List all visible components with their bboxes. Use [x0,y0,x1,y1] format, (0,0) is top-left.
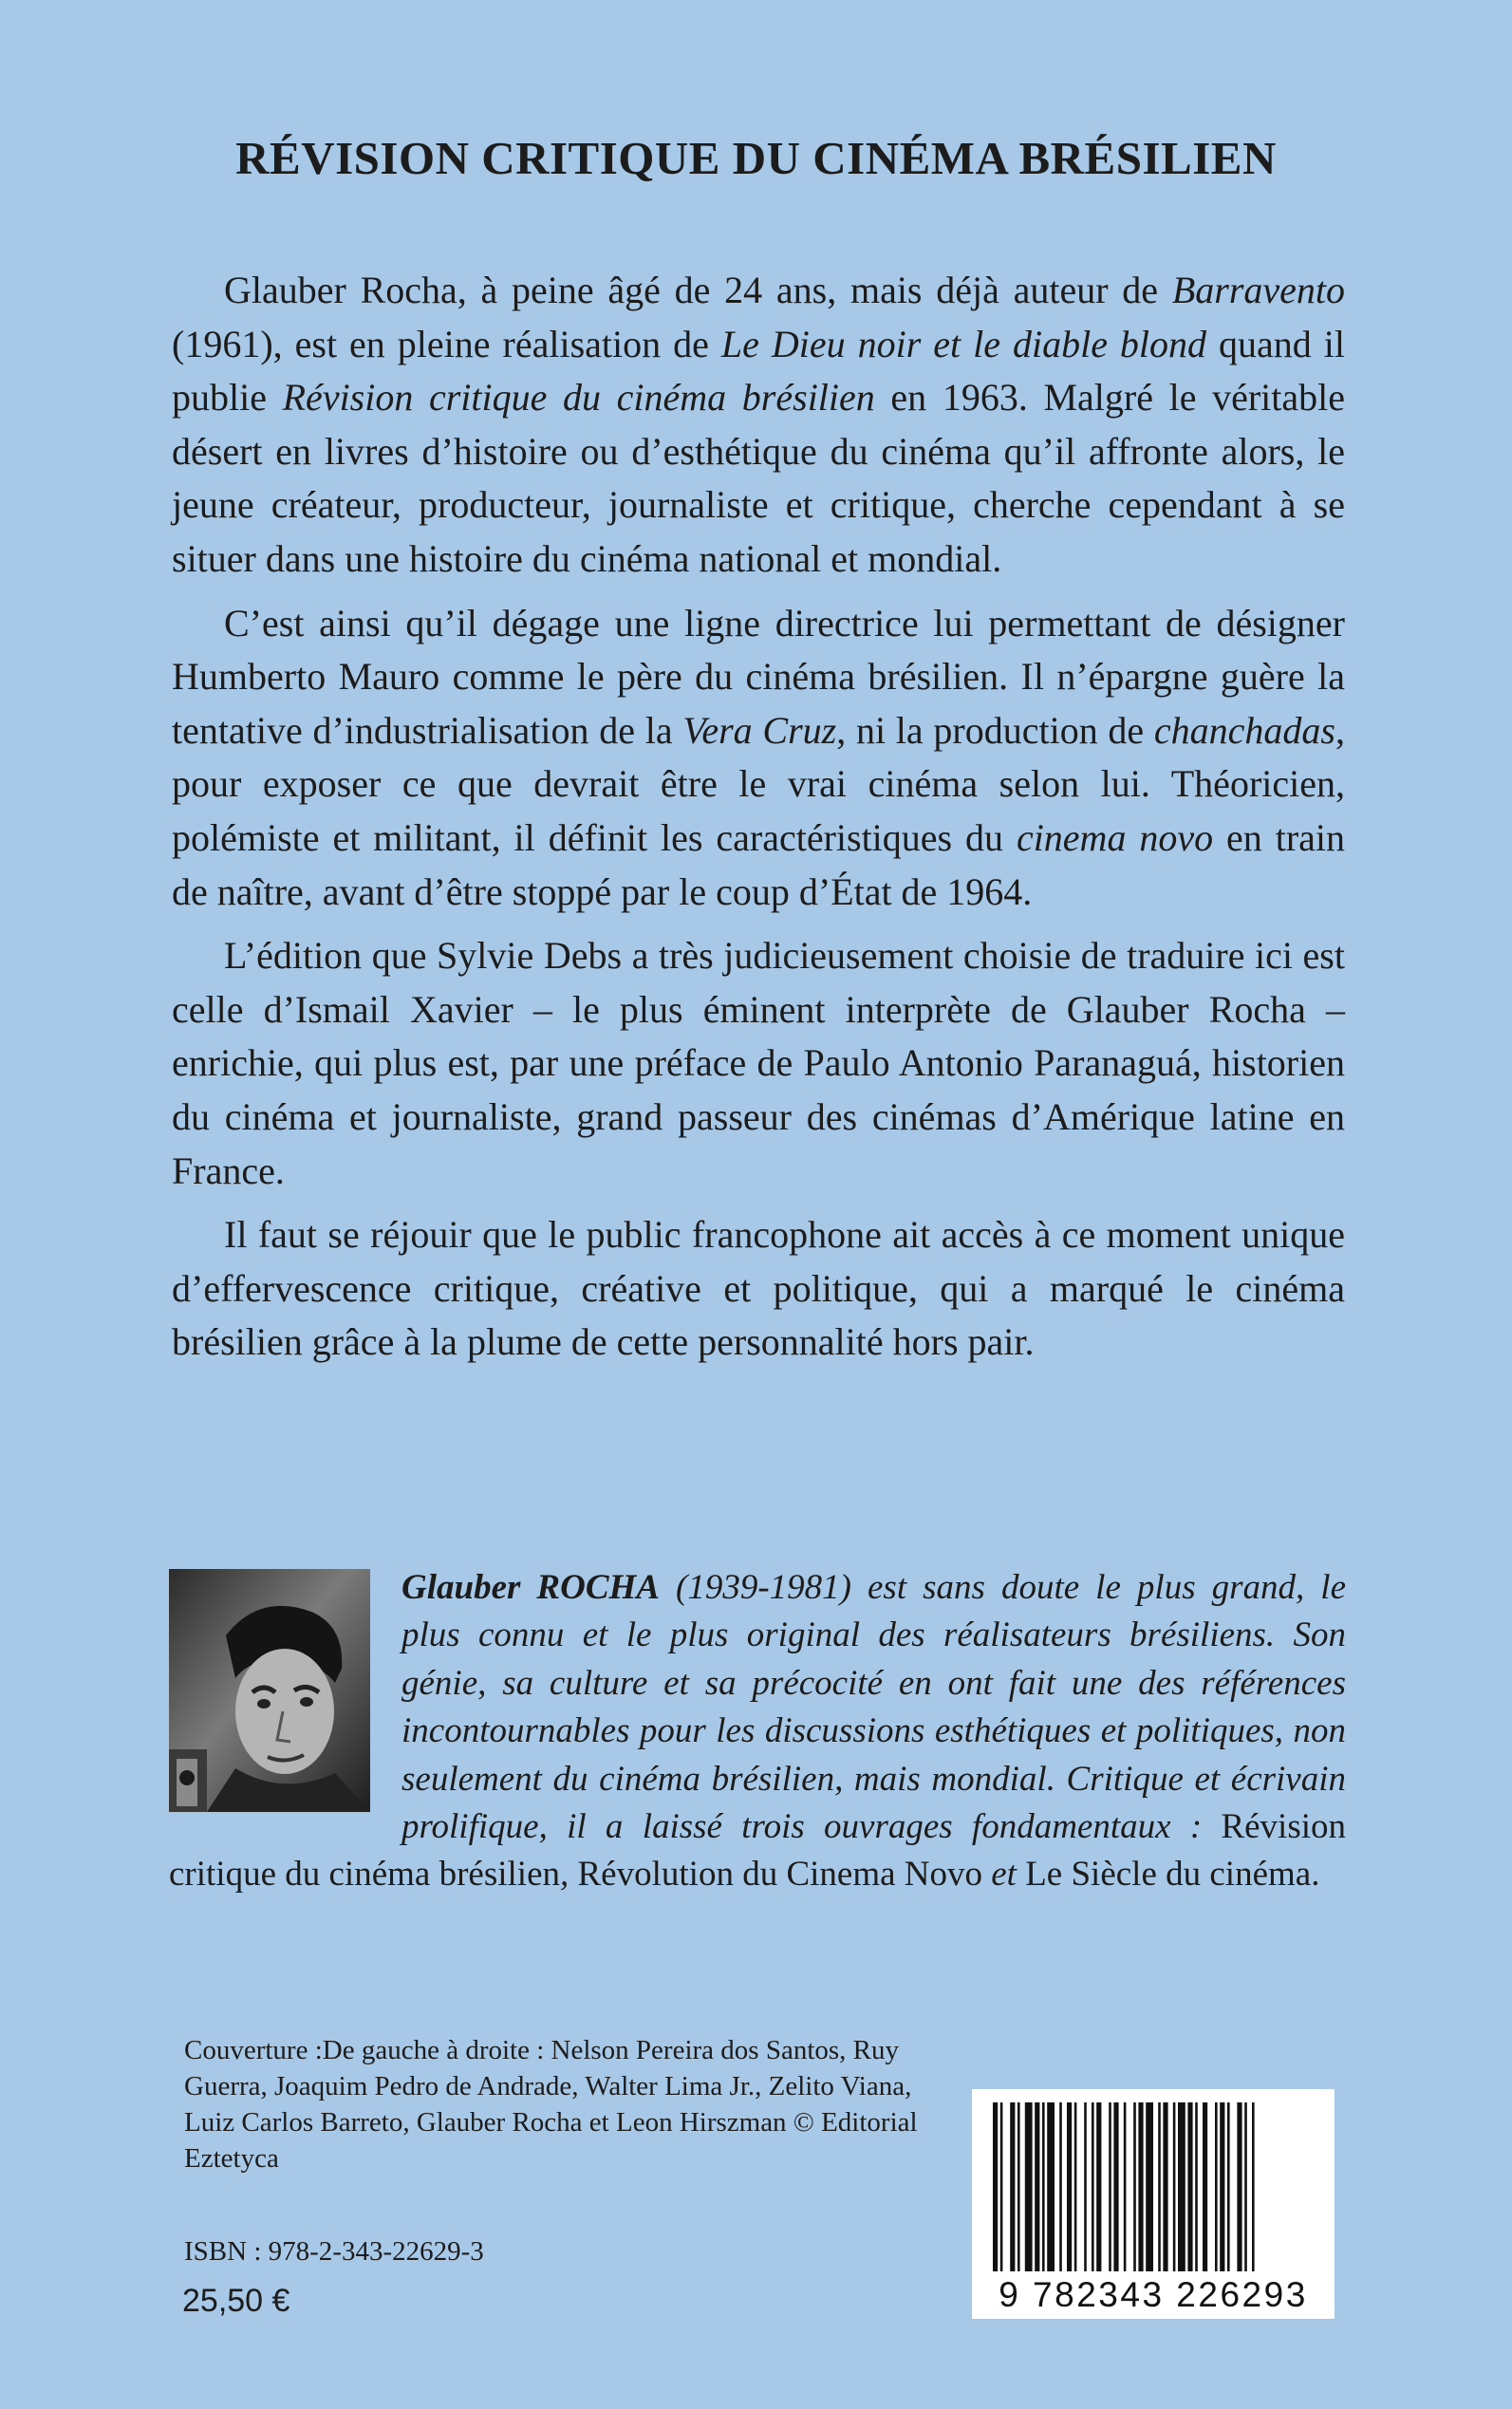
author-name: Glauber ROCHA [401,1568,660,1607]
barcode-bar [1084,2102,1087,2271]
barcode-bar [1146,2102,1153,2271]
barcode-bar [1178,2102,1185,2271]
movement-cinema-novo: cinema novo [1016,815,1214,859]
barcode-bar [1187,2102,1192,2271]
blurb-text-segment: (1961), est en pleine réalisation de [172,322,721,365]
barcode-bar [1059,2102,1062,2271]
blurb-text-segment: , ni la production de [836,708,1154,752]
film-title-barravento: Barravento [1171,269,1345,311]
genre-chanchadas: chanchadas [1153,708,1335,752]
bio-separator: , [560,1855,578,1895]
bio-book-title-3: Le Siècle du cinéma [1025,1855,1312,1895]
studio-name-vera-cruz: Vera Cruz [682,708,837,752]
isbn: ISBN : 978-2-343-22629-3 [184,2236,484,2267]
barcode-bar [1227,2102,1230,2271]
barcode-bar [1025,2102,1033,2271]
blurb-paragraph-3: L’édition que Sylvie Debs a très judicieusement choisie de traduire ici est celle d’Ismail Xavier – le plus éminent interprète de Glauber Rocha – enrichie, qui plus est, par une préface de Paulo Antonio Paranaguá, historien du cinéma et journaliste, grand passeur des cinémas d’Amérique latine en France. [172,934,1345,1192]
barcode-bar [1215,2102,1218,2271]
blurb-text-segment: Glauber Rocha, à peine âgé de 24 ans, mais déjà auteur de [224,269,1172,311]
barcode-bar [1158,2102,1161,2271]
film-title-dieu-noir: Le Dieu noir et le diable blond [720,322,1207,365]
book-title: RÉVISION CRITIQUE DU CINÉMA BRÉSILIEN [235,132,1277,184]
blurb-text-segment: C’est ainsi qu’il dégage une ligne directrice lui permettant de désigner Humberto Mauro comme le père du cinéma brésilien. Il n’épargne guère la tentative d’industrialisation de la [172,601,1345,752]
barcode-bar [1113,2102,1118,2271]
blurb-text-segment: en train de naître, avant d’être stoppé par le coup d’État de 1964. [172,815,1346,913]
barcode-bars [972,2089,1335,2279]
bio-book-title-1: Révision critique du cinéma brésilien [169,1807,1346,1895]
barcode-bar [993,2102,998,2271]
blurb-paragraph-1 [172,264,1345,587]
barcode-bar [1195,2102,1198,2271]
blurb-text-segment: , pour exposer ce que devrait être le vrai cinéma selon lui. Théoricien, polémiste et militant, il définit les caractéristiques du [172,708,1345,859]
blurb-paragraph-2 [172,597,1345,920]
barcode-bar [1067,2102,1072,2271]
price: 25,50 € [182,2283,290,2319]
barcode-bar [1244,2102,1247,2271]
barcode-bar [1000,2102,1003,2271]
barcode-bar [1047,2102,1055,2271]
barcode-number: 9 782343 226293 [999,2275,1308,2314]
barcode-bar [1133,2102,1136,2271]
barcode-bar [1173,2102,1176,2271]
bio-text-segment: (1939-1981) est sans doute le plus grand, le plus connu et le plus original des réalisateurs brésiliens. Son génie, sa culture et sa précocité en ont fait une des références incontournables pour les discussions esthétiques et politiques, non seulement du cinéma brésilien, mais mondial. Critique et écrivain prolifique, il a laissé trois ouvrages fondamentaux : [401,1568,1347,1847]
barcode-bar [1237,2102,1241,2271]
barcode-bar [1074,2102,1077,2271]
barcode-bar [1042,2102,1045,2271]
bio-separator: et [982,1855,1026,1895]
barcode-bar [1163,2102,1167,2271]
blurb-paragraph-4: Il faut se réjouir que le public francophone ait accès à ce moment unique d’effervescence critique, créative et politique, qui a marqué le cinéma brésilien grâce à la plume de cette personnalité hors pair. [172,1213,1345,1364]
cover-credits: Couverture :De gauche à droite : Nelson Pereira dos Santos, Ruy Guerra, Joaquim Pedro de Andrade, Walter Lima Jr., Zelito Viana, Luiz Carlos Barreto, Glauber Rocha et Leon Hirszman © Editorial Eztetyca [184,2035,918,2174]
barcode-bar [1109,2102,1111,2271]
author-biography [169,1564,1346,1899]
barcode [972,2089,1335,2319]
barcode-bar [1203,2102,1207,2271]
barcode-bar [1096,2102,1101,2271]
blurb-text-segment: quand il publie [172,322,1346,420]
barcode-bar [1220,2102,1224,2271]
photo-spacer [169,1564,401,1851]
barcode-bar [1124,2102,1127,2271]
bio-book-title-2: Révolution du Cinema Novo [577,1855,982,1895]
barcode-bar [1010,2102,1015,2271]
blurb-text-segment: en 1963. Malgré le véritable désert en livres d’histoire ou d’esthétique du cinéma qu’il affronte alors, le jeune créateur, producteur, journaliste et critique, cherche cependant à se situer dans une histoire du cinéma national et mondial. [172,376,1346,580]
bio-end-punctuation: . [1311,1855,1320,1895]
barcode-bar [1252,2102,1255,2271]
barcode-bar [1035,2102,1039,2271]
book-title-italic: Révision critique du cinéma brésilien [282,376,875,420]
barcode-bar [1138,2102,1143,2271]
barcode-bar [1017,2102,1020,2271]
barcode-bar [1092,2102,1094,2271]
blurb-text [172,264,1345,1380]
